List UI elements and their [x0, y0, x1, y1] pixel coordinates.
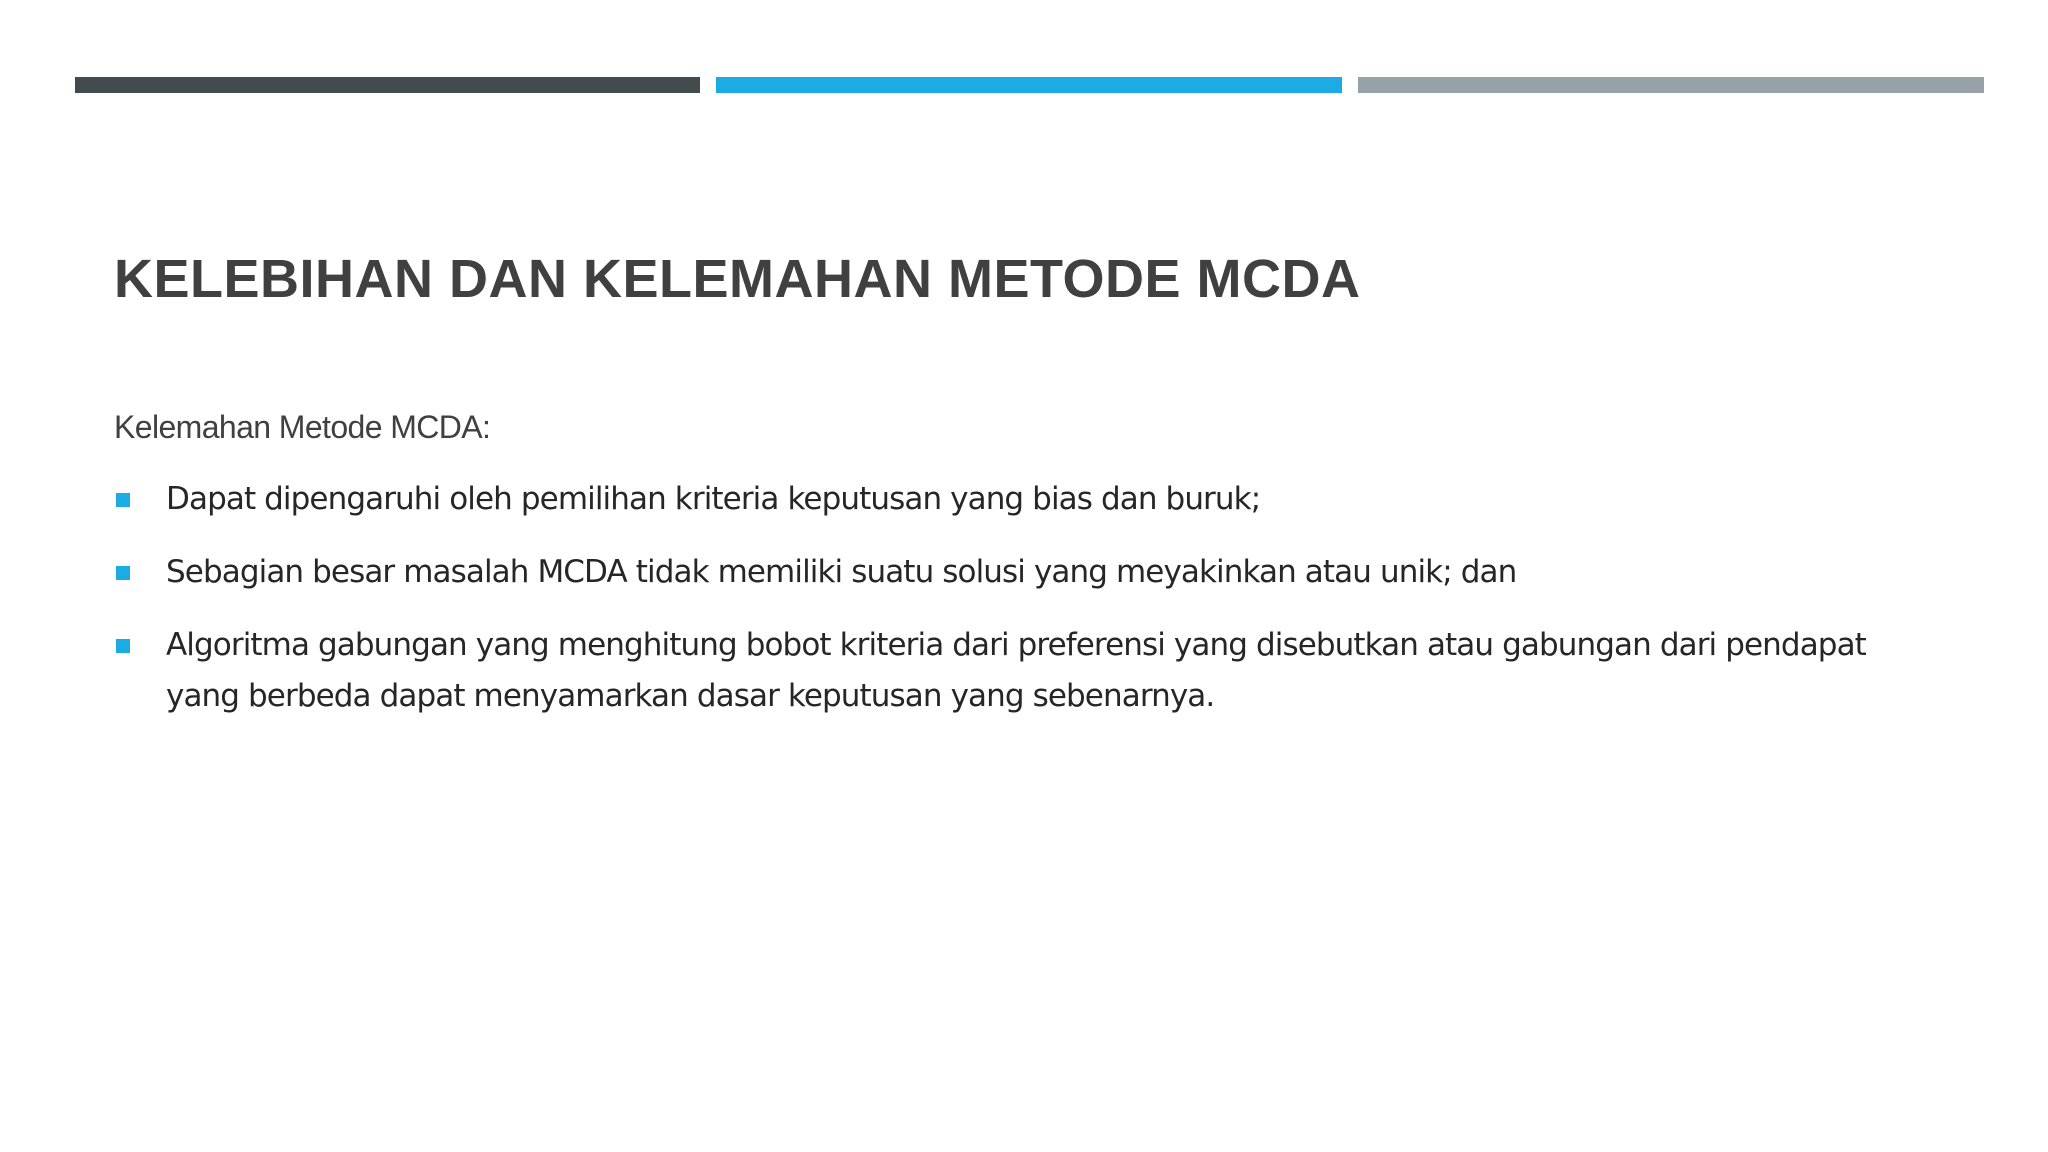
bullet-item	[114, 547, 1874, 598]
top-accent-bar-blue	[716, 77, 1342, 93]
slide-title: KELEBIHAN DAN KELEMAHAN METODE MCDA	[114, 249, 1361, 309]
bullet-text: Sebagian besar masalah MCDA tidak memiliki suatu solusi yang meyakinkan atau unik; dan	[166, 554, 1517, 590]
section-subheading: Kelemahan Metode MCDA:	[114, 409, 491, 445]
bullet-item	[114, 474, 1874, 525]
bullet-text: Algoritma gabungan yang menghitung bobot kriteria dari preferensi yang disebutkan atau gabungan dari pendapat yang berbeda dapat menyamarkan dasar keputusan yang sebenarnya.	[166, 627, 1866, 714]
bullet-list	[114, 474, 1874, 744]
top-accent-bar-gray	[1358, 77, 1984, 93]
top-accent-bar-dark	[75, 77, 700, 93]
bullet-text: Dapat dipengaruhi oleh pemilihan kriteria keputusan yang bias dan buruk;	[166, 481, 1261, 517]
square-bullet-icon	[116, 566, 130, 580]
bullet-item	[114, 620, 1874, 722]
square-bullet-icon	[116, 493, 130, 507]
square-bullet-icon	[116, 639, 130, 653]
